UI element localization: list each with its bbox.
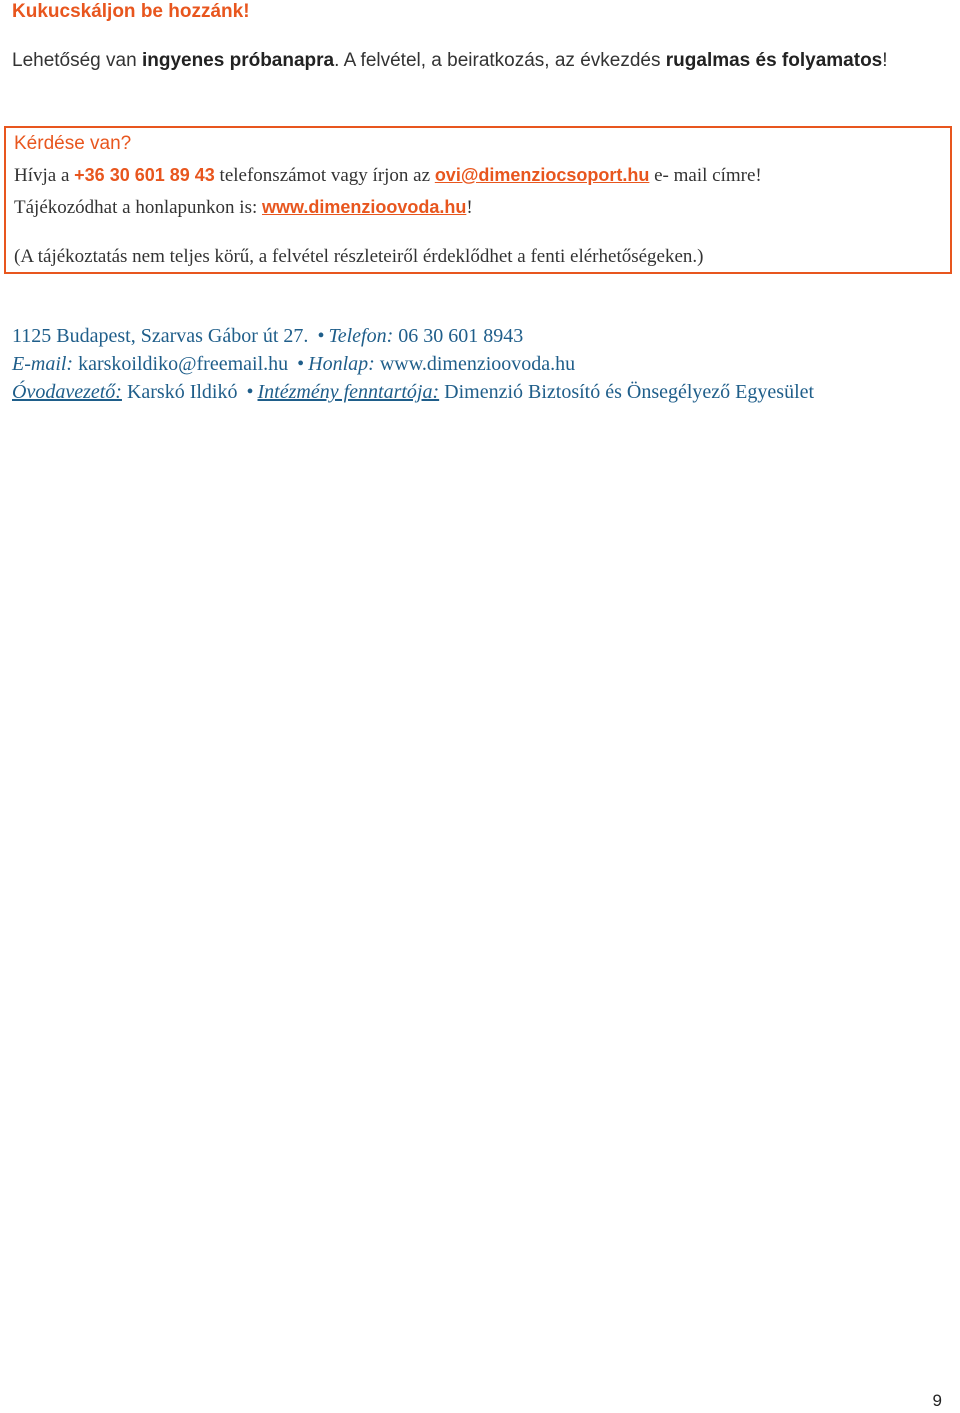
bullet-separator: • bbox=[246, 381, 254, 403]
phone-value: 06 30 601 8943 bbox=[398, 325, 524, 347]
intro-text-1: Lehetőség van bbox=[12, 50, 142, 71]
address: 1125 Budapest, Szarvas Gábor út 27. bbox=[12, 325, 309, 347]
phone-number: +36 30 601 89 43 bbox=[74, 165, 215, 185]
page-number: 9 bbox=[932, 1391, 942, 1410]
maintainer-value: Dimenzió Biztosító és Önsegélyező Egyesület bbox=[444, 381, 815, 403]
phone-label: Telefon: bbox=[328, 325, 394, 347]
intro-text-3: ! bbox=[882, 50, 888, 71]
call-line bbox=[14, 162, 762, 189]
call-prefix: Hívja a bbox=[14, 165, 75, 186]
email-link[interactable]: ovi@dimenziocsoport.hu bbox=[434, 165, 650, 185]
contact-block bbox=[12, 322, 814, 406]
director-label: Óvodavezető: bbox=[12, 381, 122, 403]
intro-bold-trial-day: ingyenes próbanapra bbox=[141, 50, 335, 71]
website-link[interactable]: www.dimenzioovoda.hu bbox=[262, 197, 467, 217]
contact-line-online bbox=[12, 350, 814, 378]
call-mid: telefonszámot vagy írjon az bbox=[214, 165, 435, 186]
web-label: Honlap: bbox=[308, 353, 375, 375]
web-suffix: ! bbox=[466, 197, 473, 218]
web-value[interactable]: www.dimenzioovoda.hu bbox=[379, 353, 576, 375]
maintainer-label: Intézmény fenntartója: bbox=[257, 381, 440, 403]
director-value: Karskó Ildikó bbox=[126, 381, 238, 403]
contact-line-address bbox=[12, 322, 814, 350]
call-suffix: e- mail címre! bbox=[649, 165, 762, 186]
page-heading: Kukucskáljon be hozzánk! bbox=[12, 1, 250, 22]
question-box bbox=[4, 126, 952, 274]
web-line bbox=[14, 194, 473, 221]
intro-paragraph bbox=[12, 46, 942, 75]
contact-line-staff bbox=[12, 378, 814, 406]
email-value[interactable]: karskoildiko@freemail.hu bbox=[78, 353, 289, 375]
info-note: (A tájékoztatás nem teljes körű, a felvétel részleteiről érdeklődhet a fenti elérhetőségeken.) bbox=[14, 246, 704, 267]
question-title: Kérdése van? bbox=[14, 133, 132, 154]
bullet-separator: • bbox=[317, 325, 325, 347]
email-label: E-mail: bbox=[12, 353, 74, 375]
intro-bold-flexible: rugalmas és folyamatos bbox=[665, 50, 883, 71]
intro-text-2: . A felvétel, a beiratkozás, az évkezdés bbox=[334, 50, 666, 71]
web-prefix: Tájékozódhat a honlapunkon is: bbox=[14, 197, 262, 218]
bullet-separator: • bbox=[297, 353, 305, 375]
